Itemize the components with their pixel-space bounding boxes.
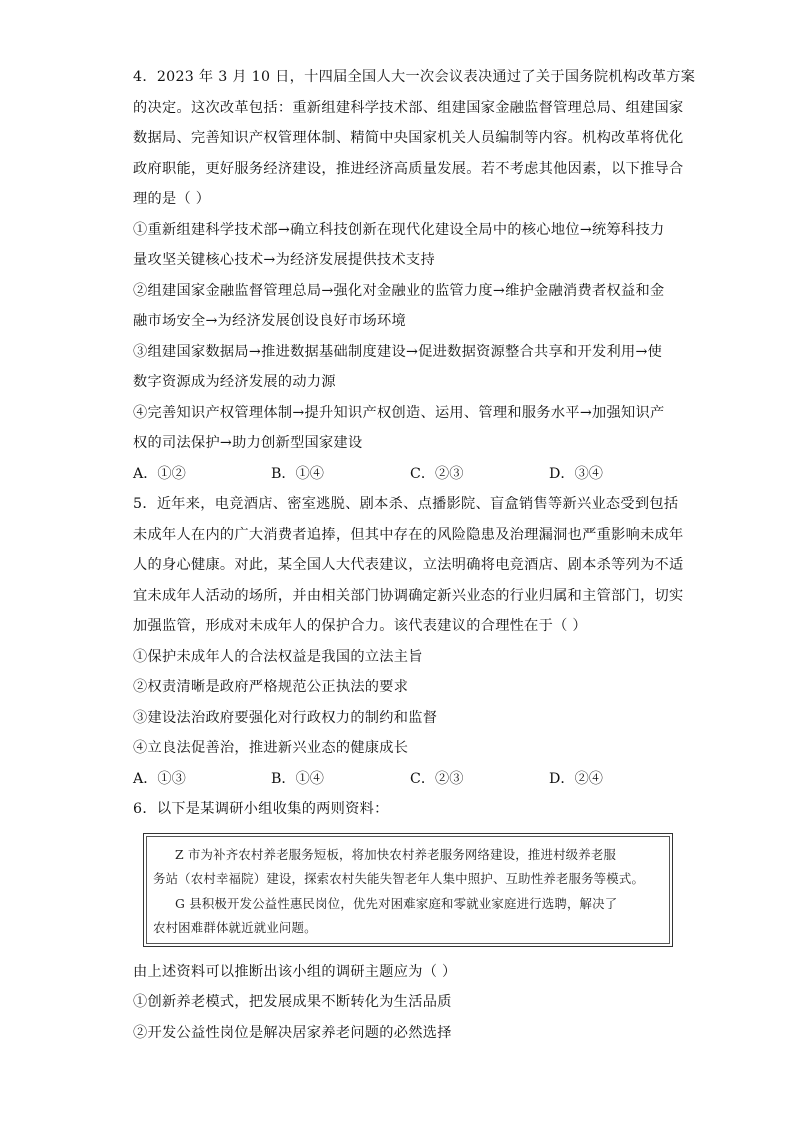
q4-statement-line: ③组建国家数据局→推进数据基础制度建设→促进数据资源整合共享和开发利用→使 <box>133 343 663 360</box>
material-line: 农村困难群体就近就业问题。 <box>153 920 317 935</box>
question-5 <box>133 489 684 794</box>
q6-statement-line: ②开发公益性岗位是解决居家养老问题的必然选择 <box>133 1024 452 1041</box>
q5-statement-line: ③建设法治政府要强化对行政权力的制约和监督 <box>133 709 438 726</box>
material-line: 务站（农村幸福院）建设，探索农村失能失智老年人集中照护、互助性养老服务等模式。 <box>153 871 645 886</box>
q4-statement-line: ②组建国家金融监督管理总局→强化对金融业的监管力度→维护金融消费者权益和金 <box>133 282 665 299</box>
q4-option-b[interactable]: B．①④ <box>271 465 324 482</box>
q5-options <box>133 764 673 795</box>
q5-stem-line: 未成年人在内的广大消费者追捧，但其中存在的风险隐患及治理漏洞也严重影响未成年 <box>133 526 684 543</box>
q5-statement-line: ①保护未成年人的合法权益是我国的立法主旨 <box>133 648 423 665</box>
q5-option-d[interactable]: D．②④ <box>549 770 603 787</box>
q4-statement-line: 融市场安全→为经济发展创设良好市场环境 <box>133 313 406 329</box>
q4-option-c[interactable]: C．②③ <box>410 465 464 482</box>
material-box-inner <box>146 836 670 944</box>
q4-statement-line: ①重新组建科学技术部→确立科技创新在现代化建设全局中的核心地位→统筹科技力 <box>133 221 665 238</box>
material-box <box>143 833 673 947</box>
q6-statement-line: ①创新养老模式，把发展成果不断转化为生活品质 <box>133 994 452 1010</box>
material-line: G 县积极开发公益性惠民岗位，优先对困难家庭和零就业家庭进行选聘，解决了 <box>175 895 618 911</box>
material-line: Z 市为补齐农村养老服务短板，将加快农村养老服务网络建设，推进村级养老服 <box>175 846 617 862</box>
q5-statement-line: ②权责清晰是政府严格规范公正执法的要求 <box>133 679 409 695</box>
question-6 <box>133 794 673 1048</box>
q4-statement-line: 数字资源成为经济发展的动力源 <box>133 374 336 390</box>
q5-stem-line: 宜未成年人活动的场所，并由相关部门协调确定新兴业态的行业归属和主管部门，切实 <box>133 587 684 604</box>
q4-stem-line: 理的是（ ） <box>133 191 211 207</box>
q4-statement-line: ④完善知识产权管理体制→提升知识产权创造、运用、管理和服务水平→加强知识产 <box>133 404 665 421</box>
q5-stem-line: 人的身心健康。对此，某全国人大代表建议，立法明确将电竞酒店、剧本杀等列为不适 <box>133 557 684 573</box>
q6-intro: 6．以下是某调研小组收集的两则资料： <box>133 801 389 817</box>
q5-statement-line: ④立良法促善治，推进新兴业态的健康成长 <box>133 740 409 756</box>
q4-stem-line: 数据局、完善知识产权管理体制、精简中央国家机关人员编制等内容。机构改革将优化 <box>133 130 684 146</box>
q5-option-a[interactable]: A．①③ <box>133 770 186 787</box>
q4-option-d[interactable]: D．③④ <box>549 465 603 482</box>
q5-stem-line: 加强监管，形成对未成年人的保护合力。该代表建议的合理性在于（ ） <box>133 618 587 634</box>
q4-stem-line: 4．2023 年 3 月 10 日，十四届全国人大一次会议表决通过了关于国务院机构改革方案 <box>133 69 696 85</box>
q4-options <box>133 459 673 490</box>
q4-statement-line: 量攻坚关键核心技术→为经济发展提供技术支持 <box>133 252 435 268</box>
q5-option-c[interactable]: C．②③ <box>410 770 464 787</box>
q4-statement-line: 权的司法保护→助力创新型国家建设 <box>133 435 363 451</box>
question-4 <box>133 62 696 489</box>
q6-stem-line: 由上述资料可以推断出该小组的调研主题应为（ ） <box>133 963 457 980</box>
question-content <box>133 62 696 1048</box>
q4-option-a[interactable]: A．①② <box>133 465 186 482</box>
q5-stem-line: 5．近年来，电竞酒店、密室逃脱、剧本杀、点播影院、盲盒销售等新兴业态受到包括 <box>133 496 679 512</box>
q4-stem-line: 政府职能，更好服务经济建设，推进经济高质量发展。若不考虑其他因素，以下推导合 <box>133 160 684 177</box>
q5-option-b[interactable]: B．①④ <box>271 770 324 787</box>
q4-stem-line: 的决定。这次改革包括：重新组建科学技术部、组建国家金融监督管理总局、组建国家 <box>133 99 684 116</box>
